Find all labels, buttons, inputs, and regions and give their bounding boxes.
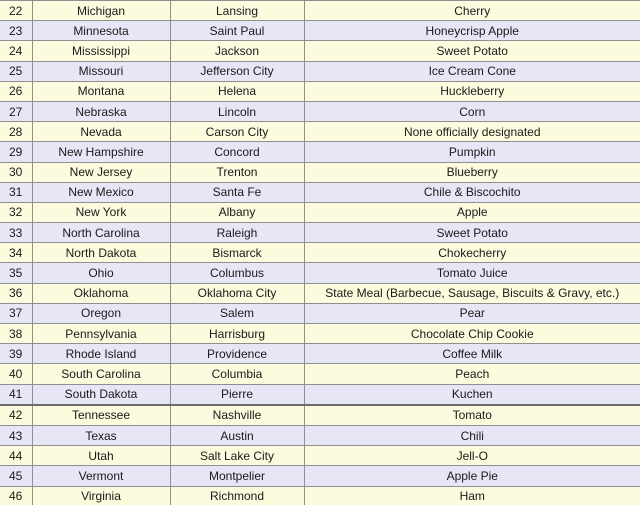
state-food-cell: Sweet Potato <box>304 223 640 243</box>
state-cell: Oregon <box>32 303 170 323</box>
capital-cell: Austin <box>170 425 304 445</box>
capital-cell: Pierre <box>170 384 304 405</box>
state-cell: Texas <box>32 425 170 445</box>
state-cell: Nebraska <box>32 101 170 121</box>
state-cell: South Dakota <box>32 384 170 405</box>
capital-cell: Trenton <box>170 162 304 182</box>
state-cell: Nevada <box>32 122 170 142</box>
table-row <box>0 41 640 61</box>
row-number-cell: 41 <box>0 384 32 405</box>
row-number-cell: 23 <box>0 21 32 41</box>
table-row <box>0 243 640 263</box>
capital-cell: Montpelier <box>170 466 304 486</box>
state-food-cell: Pear <box>304 303 640 323</box>
state-food-cell: Jell-O <box>304 446 640 466</box>
state-food-cell: Kuchen <box>304 384 640 405</box>
capital-cell: Columbia <box>170 364 304 384</box>
state-cell: North Carolina <box>32 223 170 243</box>
capital-cell: Albany <box>170 202 304 222</box>
state-cell: Michigan <box>32 1 170 21</box>
state-food-cell: Peach <box>304 364 640 384</box>
table-row <box>0 405 640 426</box>
state-food-cell: Ice Cream Cone <box>304 61 640 81</box>
capital-cell: Salem <box>170 303 304 323</box>
state-cell: Missouri <box>32 61 170 81</box>
state-cell: Montana <box>32 81 170 101</box>
capital-cell: Oklahoma City <box>170 283 304 303</box>
state-food-cell: Tomato Juice <box>304 263 640 283</box>
table-row <box>0 466 640 486</box>
capital-cell: Columbus <box>170 263 304 283</box>
state-cell: Tennessee <box>32 405 170 426</box>
table-row <box>0 223 640 243</box>
row-number-cell: 34 <box>0 243 32 263</box>
table-row <box>0 1 640 21</box>
state-food-cell: Honeycrisp Apple <box>304 21 640 41</box>
state-food-cell: Chokecherry <box>304 243 640 263</box>
table-row <box>0 61 640 81</box>
table-row <box>0 283 640 303</box>
capital-cell: Jefferson City <box>170 61 304 81</box>
row-number-cell: 44 <box>0 446 32 466</box>
row-number-cell: 31 <box>0 182 32 202</box>
state-cell: Ohio <box>32 263 170 283</box>
state-cell: Vermont <box>32 466 170 486</box>
row-number-cell: 36 <box>0 283 32 303</box>
state-cell: North Dakota <box>32 243 170 263</box>
state-food-cell: Apple Pie <box>304 466 640 486</box>
state-food-cell: None officially designated <box>304 122 640 142</box>
state-cell: Oklahoma <box>32 283 170 303</box>
table-row <box>0 486 640 505</box>
state-food-cell: Sweet Potato <box>304 41 640 61</box>
capital-cell: Richmond <box>170 486 304 505</box>
state-food-cell: Chile & Biscochito <box>304 182 640 202</box>
table-body <box>0 1 640 505</box>
row-number-cell: 42 <box>0 405 32 426</box>
table-row <box>0 384 640 405</box>
state-cell: South Carolina <box>32 364 170 384</box>
row-number-cell: 33 <box>0 223 32 243</box>
row-number-cell: 29 <box>0 142 32 162</box>
capital-cell: Saint Paul <box>170 21 304 41</box>
capital-cell: Lansing <box>170 1 304 21</box>
table-row <box>0 81 640 101</box>
row-number-cell: 32 <box>0 202 32 222</box>
state-food-cell: Coffee Milk <box>304 344 640 364</box>
state-cell: New Mexico <box>32 182 170 202</box>
state-cell: New York <box>32 202 170 222</box>
table-row <box>0 263 640 283</box>
capital-cell: Concord <box>170 142 304 162</box>
table-row <box>0 344 640 364</box>
capital-cell: Santa Fe <box>170 182 304 202</box>
row-number-cell: 25 <box>0 61 32 81</box>
row-number-cell: 27 <box>0 101 32 121</box>
row-number-cell: 22 <box>0 1 32 21</box>
state-cell: Rhode Island <box>32 344 170 364</box>
table-row <box>0 162 640 182</box>
table-row <box>0 364 640 384</box>
row-number-cell: 46 <box>0 486 32 505</box>
state-food-cell: Huckleberry <box>304 81 640 101</box>
row-number-cell: 40 <box>0 364 32 384</box>
table-row <box>0 21 640 41</box>
table-row <box>0 425 640 445</box>
state-food-cell: Chocolate Chip Cookie <box>304 324 640 344</box>
state-food-cell: Apple <box>304 202 640 222</box>
row-number-cell: 38 <box>0 324 32 344</box>
table-row <box>0 324 640 344</box>
state-food-cell: Corn <box>304 101 640 121</box>
row-number-cell: 26 <box>0 81 32 101</box>
row-number-cell: 39 <box>0 344 32 364</box>
state-cell: Minnesota <box>32 21 170 41</box>
capital-cell: Harrisburg <box>170 324 304 344</box>
row-number-cell: 45 <box>0 466 32 486</box>
table-row <box>0 122 640 142</box>
state-food-cell: Ham <box>304 486 640 505</box>
capital-cell: Helena <box>170 81 304 101</box>
table-row <box>0 446 640 466</box>
capital-cell: Providence <box>170 344 304 364</box>
row-number-cell: 37 <box>0 303 32 323</box>
capital-cell: Salt Lake City <box>170 446 304 466</box>
capital-cell: Jackson <box>170 41 304 61</box>
state-food-cell: Cherry <box>304 1 640 21</box>
table-row <box>0 303 640 323</box>
state-food-cell: Tomato <box>304 405 640 426</box>
state-food-cell: State Meal (Barbecue, Sausage, Biscuits & Gravy, etc.) <box>304 283 640 303</box>
state-cell: Utah <box>32 446 170 466</box>
capital-cell: Nashville <box>170 405 304 426</box>
row-number-cell: 35 <box>0 263 32 283</box>
state-cell: Pennsylvania <box>32 324 170 344</box>
capital-cell: Bismarck <box>170 243 304 263</box>
row-number-cell: 43 <box>0 425 32 445</box>
table-row <box>0 142 640 162</box>
state-cell: New Hampshire <box>32 142 170 162</box>
capital-cell: Raleigh <box>170 223 304 243</box>
table-row <box>0 101 640 121</box>
row-number-cell: 30 <box>0 162 32 182</box>
table-row <box>0 182 640 202</box>
row-number-cell: 24 <box>0 41 32 61</box>
table-row <box>0 202 640 222</box>
state-cell: New Jersey <box>32 162 170 182</box>
state-food-cell: Chili <box>304 425 640 445</box>
row-number-cell: 28 <box>0 122 32 142</box>
capital-cell: Carson City <box>170 122 304 142</box>
capital-cell: Lincoln <box>170 101 304 121</box>
state-food-cell: Blueberry <box>304 162 640 182</box>
state-food-cell: Pumpkin <box>304 142 640 162</box>
state-cell: Mississippi <box>32 41 170 61</box>
state-cell: Virginia <box>32 486 170 505</box>
